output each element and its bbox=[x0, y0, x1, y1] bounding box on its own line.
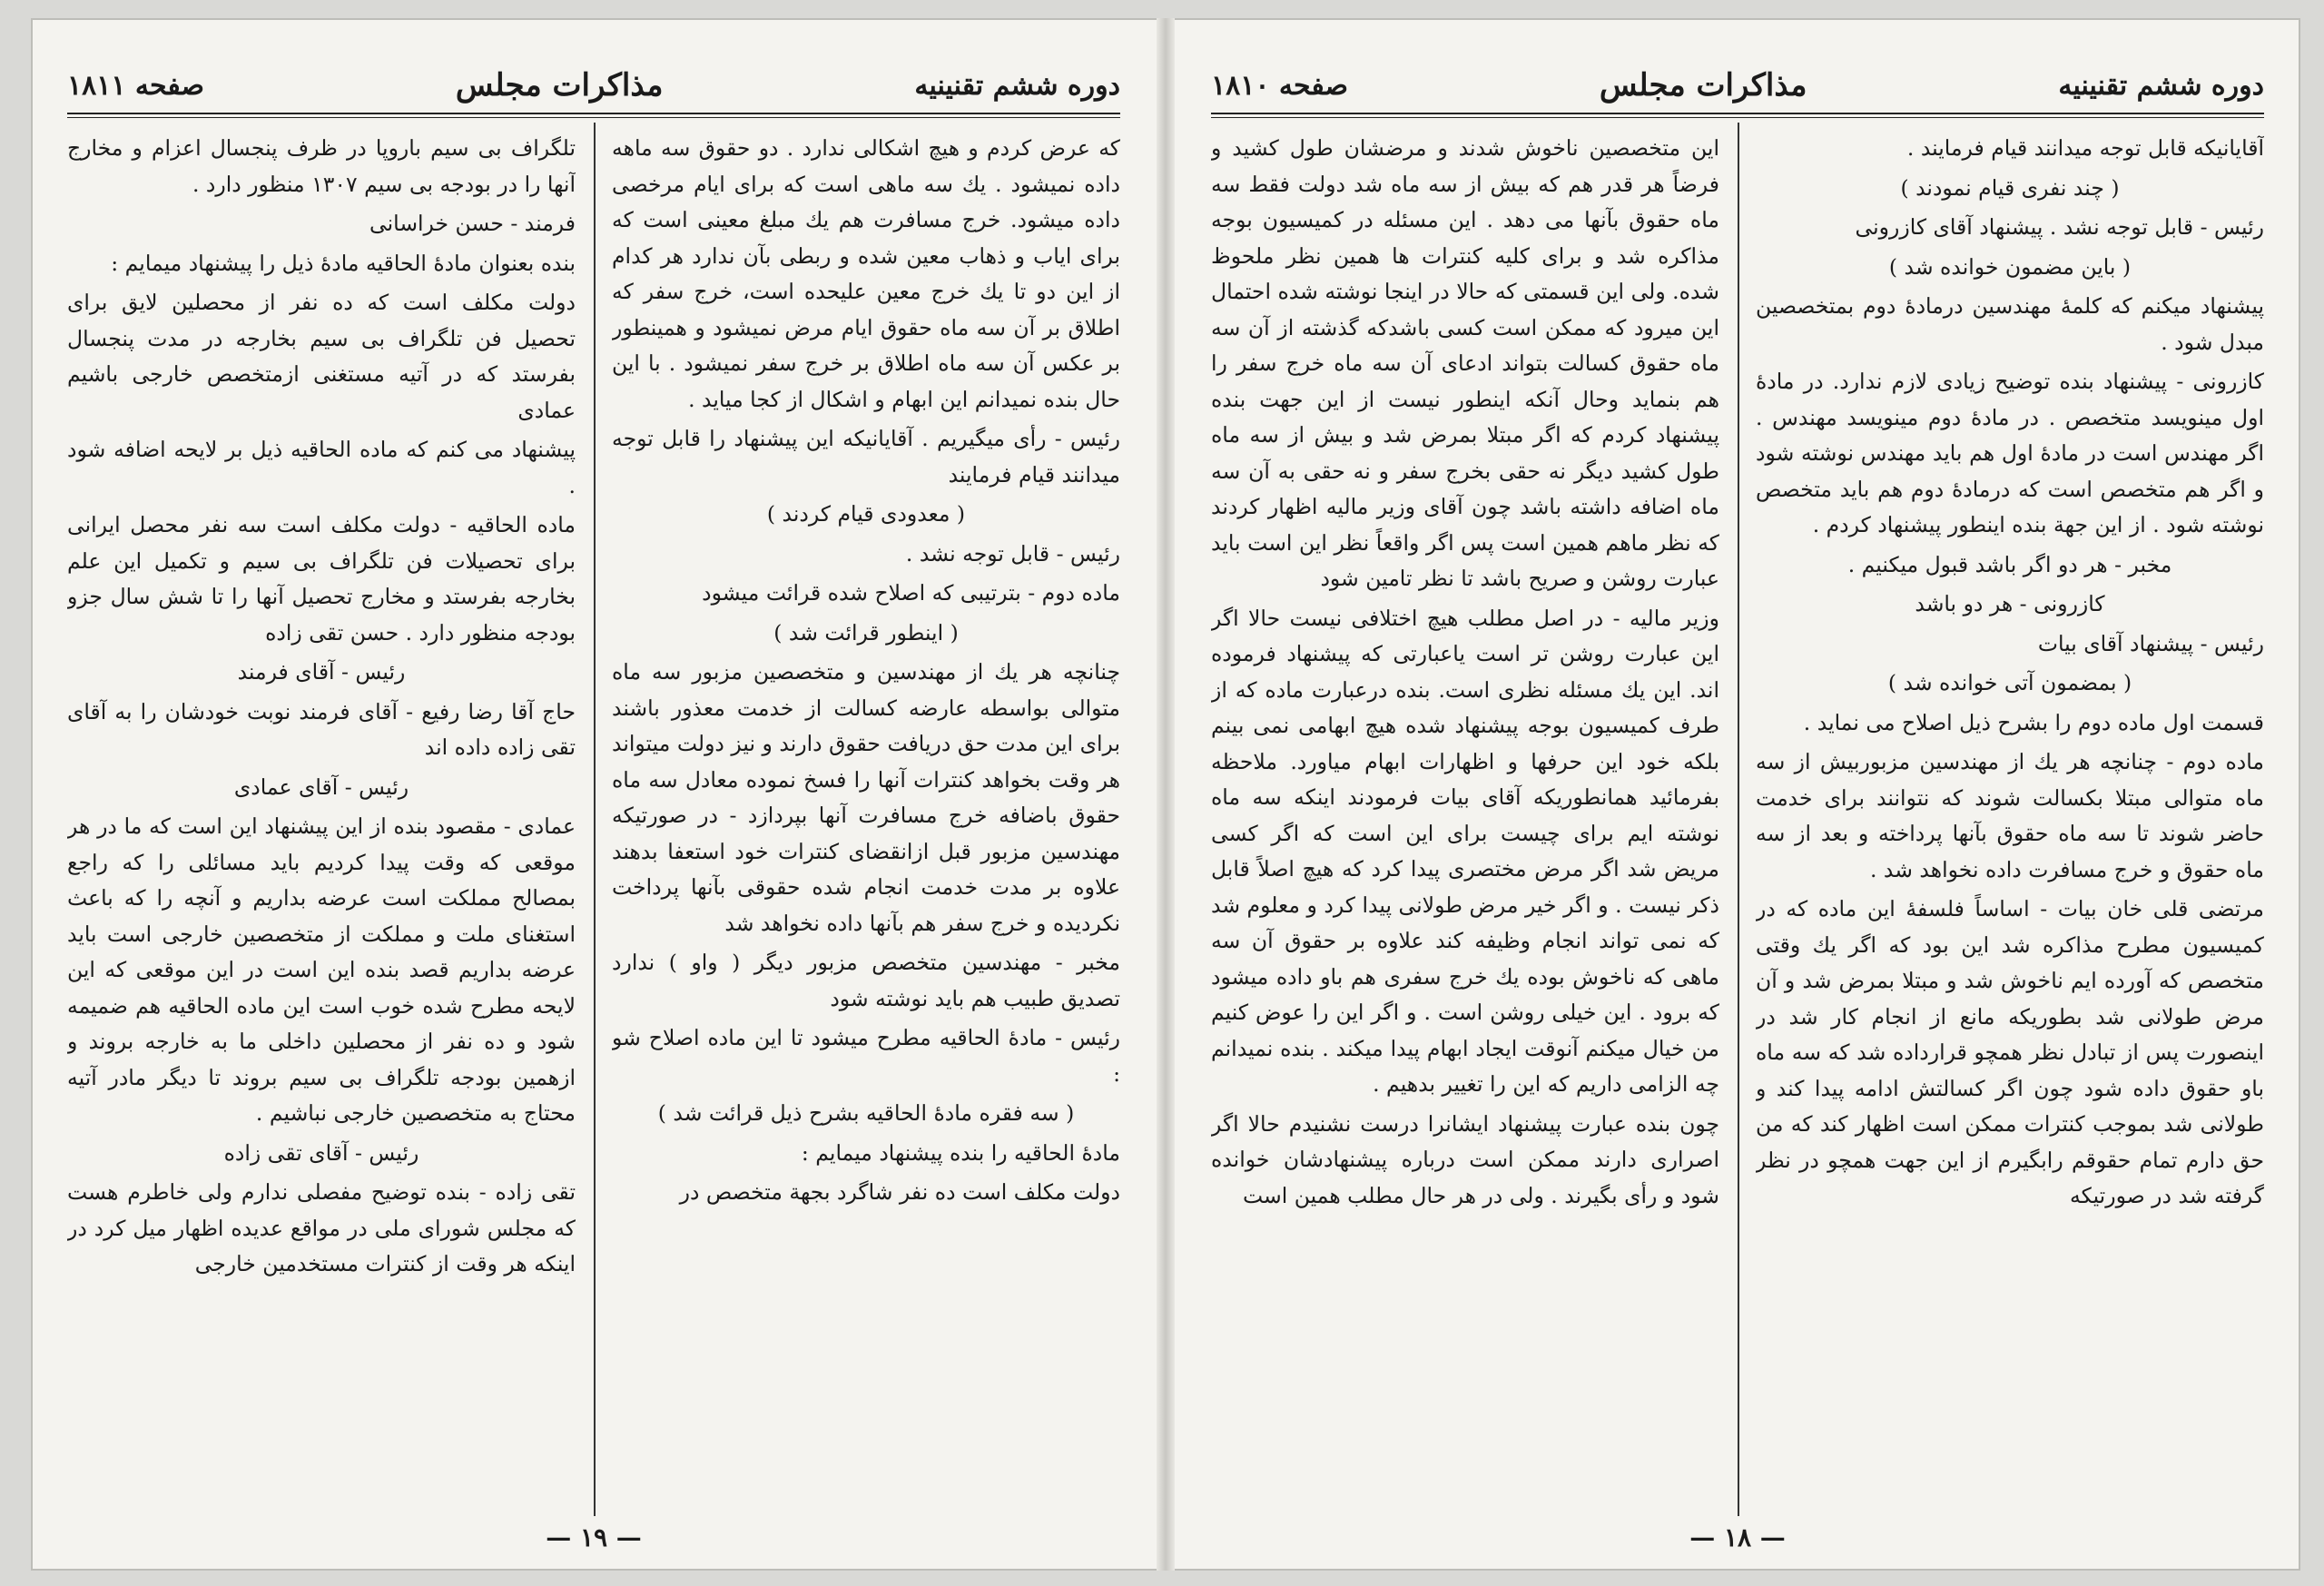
stage-note: ( چند نفری قیام نمودند ) bbox=[1900, 174, 2120, 201]
stage-note: ( اینطور قرائت شد ) bbox=[773, 619, 959, 645]
header-rule bbox=[1211, 113, 2264, 118]
text-column-left bbox=[1211, 131, 1719, 1524]
page-1810 bbox=[1175, 18, 2300, 1571]
paragraph: دولت مکلف است که ده نفر از محصلین لایق برای تحصیل فن تلگراف بی سیم بخارجه در مدت پنجسال بفرستد که در آتیه مستغنی ازمتخصص خارجی باشیم عمادی bbox=[67, 290, 576, 423]
page-number: — ۱۸ — bbox=[1689, 1522, 1786, 1552]
header-session: دوره ششم تقنینیه bbox=[2058, 69, 2264, 102]
paragraph: مادهٔ الحاقیه را بنده پیشنهاد میمایم : bbox=[801, 1139, 1120, 1166]
paragraph: مرتضی قلی خان بیات - اساساً فلسفهٔ این ماده که در کمیسیون مطرح مذاکره شد این بود که اگر یك وقتی متخصص که آورده ایم ناخوش شد و مبتلا بمرض شد و آن مرض طولانی شد بطوریکه مانع از انجام کار شد در اینصورت پس از تبادل نظر همچو قرارداده شد که سه ماه باو حقوق داده شود چون اگر کسالتش ادامه پیدا کند و طولانی شد بموجب کنترات ممکن است اظهار کند که من حق دارم تمام حقوقم رابگیرم از این جهت همچو در نظر گرفته شد در صورتیکه bbox=[1756, 896, 2264, 1208]
text-column-right bbox=[1756, 131, 2264, 1524]
speaker-line: رئیس - آقای فرمند bbox=[237, 659, 406, 685]
paragraph: چون بنده عبارت پیشنهاد ایشانرا درست نشنیدم حالا اگر اصراری دارند ممکن است درباره پیشنهادشان خوانده شود و رأی بگیرند . ولی در هر حال مطلب همین است bbox=[1211, 1110, 1719, 1208]
paragraph: پیشنهاد می کنم که ماده الحاقیه ذیل بر لایحه اضافه شود . bbox=[67, 437, 576, 498]
stage-note: ( معدودی قیام کردند ) bbox=[766, 501, 966, 527]
paragraph: رئیس - مادهٔ الحاقیه مطرح میشود تا این ماده اصلاح شو : bbox=[612, 1025, 1120, 1087]
stage-note: ( باین مضمون خوانده شد ) bbox=[1888, 253, 2132, 280]
book-spread bbox=[31, 18, 2300, 1571]
column-divider bbox=[594, 123, 596, 1516]
paragraph: مخبر - مهندسین متخصص مزبور دیگر ( واو ) ندارد تصدیق طبیب هم باید نوشته شود bbox=[612, 950, 1120, 1011]
paragraph: پیشنهاد میکنم که کلمهٔ مهندسین درمادهٔ دوم بمتخصصین مبدل شود . bbox=[1756, 293, 2264, 355]
paragraph: بنده بعنوان مادهٔ الحاقیه مادهٔ ذیل را پیشنهاد میمایم : bbox=[111, 250, 576, 276]
book-gutter bbox=[1157, 18, 1175, 1571]
paragraph: فرمند - حسن خراسانی bbox=[369, 211, 576, 236]
speaker-line: مخبر - هر دو اگر باشد قبول میکنیم . bbox=[1847, 551, 2172, 577]
page-header bbox=[67, 62, 1120, 109]
paragraph: رئیس - پیشنهاد آقای بیات bbox=[2037, 630, 2264, 656]
header-session: دوره ششم تقنینیه bbox=[914, 69, 1120, 102]
paragraph: ماده دوم - چنانچه هر یك از مهندسین مزبوربیش از سه ماه متوالی مبتلا بکسالت شوند که نتوانند برای خدمت حاضر شوند تا سه ماه حقوق بآنها پرداخته و بعد از سه ماه حقوق و خرج مسافرت داده نخواهد شد . bbox=[1756, 749, 2264, 882]
column-divider bbox=[1738, 123, 1739, 1516]
paragraph: آقایانیکه قابل توجه میدانند قیام فرمایند . bbox=[1906, 135, 2264, 161]
stage-note: ( بمضمون آتی خوانده شد ) bbox=[1887, 670, 2132, 695]
paragraph: رئیس - قابل توجه نشد . bbox=[905, 540, 1120, 566]
paragraph: عمادی - مقصود بنده از این پیشنهاد این است که ما در هر موقعی که وقت پیدا کردیم باید مسائلی را که راجع بمصالح مملکت است عرضه بداریم و آنچه را که باعث استغنای ملت و مملکت از متخصصین خارجی است باید عرضه بداریم قصد بنده این است در این موقعی که این لایحه مطرح شده خوب است این ماده الحاقیه هم ضمیمه شود و ده نفر از محصلین داخلی ما به خارجه بروند و ازهمین بودجه تلگراف بی سیم بروند تا دیگر مادر آتیه محتاج به متخصصین خارجی نباشیم . bbox=[67, 813, 576, 1126]
paragraph: کازرونی - پیشنهاد بنده توضیح زیادی لازم ندارد. در مادهٔ اول مینویسد متخصص . در مادهٔ دوم مینویسد مهندس . اگر مهندس است در مادهٔ اول هم باید مهندس نوشته شود و اگر هم متخصص است که درمادهٔ دوم هم باید متخصص نوشته شود . از این جهة بنده اینطور پیشنهاد کردم . bbox=[1756, 369, 2264, 537]
page-header bbox=[1211, 62, 2264, 109]
paragraph: که عرض کردم و هیچ اشکالی ندارد . دو حقوق سه ماهه داده نمیشود . یك سه ماهی است که برای ایام مرخصی داده میشود. خرج مسافرت هم یك مبلغ معینی است که برای ایاب و ذهاب معین شده و ربطی بآن ندارد هر کدام از این دو تا یك خرج معین علیحده است، خرج سفر که اطلاق بر آن سه ماه حقوق ایام مرض نمیشود و همینطور بر عکس آن سه ماه اطلاق بر خرج سفر نمیشود . با این حال بنده نمیدانم این ابهام و اشکال از کجا میاید . bbox=[612, 135, 1120, 412]
speaker-line: رئیس - آقای عمادی bbox=[233, 773, 409, 800]
header-title: مذاکرات مجلس bbox=[1599, 67, 1807, 103]
paragraph: رئیس - قابل توجه نشد . پیشنهاد آقای کازرونی bbox=[1855, 214, 2264, 240]
paragraph: حاج آقا رضا رفیع - آقای فرمند نوبت خودشان را به آقای تقی زاده داده اند bbox=[67, 698, 576, 760]
header-rule bbox=[67, 113, 1120, 118]
speaker-line: رئیس - آقای تقی زاده bbox=[223, 1139, 419, 1166]
header-title: مذاکرات مجلس bbox=[455, 67, 664, 103]
paragraph: تلگراف بی سیم باروپا در ظرف پنجسال اعزام و مخارج آنها را در بودجه بی سیم ۱۳۰۷ منظور دارد . bbox=[67, 135, 576, 197]
paragraph: رئیس - رأی میگیریم . آقایانیکه این پیشنهاد را قابل توجه میدانند قیام فرمایند bbox=[612, 426, 1120, 488]
paragraph: قسمت اول ماده دوم را بشرح ذیل اصلاح می نماید . bbox=[1803, 709, 2264, 735]
page-1811 bbox=[31, 18, 1157, 1571]
paragraph: تقی زاده - بنده توضیح مفصلی ندارم ولی خاطرم هست که مجلس شورای ملی در مواقع عدیده اظهار میل کرد در اینکه هر وقت از کنترات مستخدمین خارجی bbox=[67, 1179, 576, 1276]
text-column-right bbox=[612, 131, 1120, 1524]
page-number: — ۱۹ — bbox=[546, 1522, 642, 1552]
paragraph: ماده الحاقیه - دولت مکلف است سه نفر محصل ایرانی برای تحصیلات فن تلگراف بی سیم و تکمیل این علم بخارجه بفرستد و مخارج تحصیل آنها را تا شش سال جزو بودجه منظور دارد . حسن تقی زاده bbox=[67, 512, 576, 645]
header-page-label: صفحه ۱۸۱۱ bbox=[67, 69, 204, 102]
paragraph: چنانچه هر یك از مهندسین و متخصصین مزبور سه ماه متوالی بواسطه عارضه کسالت از خدمت معذور باشند برای این مدت حق دریافت حقوق دارند و نیز دولت میتواند هر وقت بخواهد کنترات آنها را فسخ نموده معادل سه ماه حقوق باضافه خرج مسافرت آنها بپردازد - در صورتیکه مهندسین مزبور قبل ازانقضای کنترات خود استعفا بدهند علاوه بر مدت خدمت انجام شده حقوقی بآنها پرداخت نکردیده و خرج سفر هم بآنها داده نخواهد شد bbox=[612, 659, 1120, 936]
paragraph: این متخصصین ناخوش شدند و مرضشان طول کشید و فرضاً هر قدر هم که بیش از سه ماه شد دولت فقط سه ماه حقوق بآنها می دهد . این مسئله در کمیسیون بوجه مذاکره شد و برای کلیه کنترات ها همین نظر ملحوظ شده. ولی این قسمتی که حالا در اینجا نوشته شده احتمال این میرود که ممکن است کسی باشدکه گذشته از آن سه ماه حقوق کسالت بتواند ادعای آن سه ماه خرج سفر را هم بنماید وحال آنکه اینطور نیست از این جهت بنده پیشنهاد کردم که اگر مبتلا بمرض شد و بیش از سه ماه طول کشید دیگر نه حقی بخرج سفر و نه حقی به آن سه ماه اضافه داشته باشد چون آقای وزیر مالیه اظهار کردند که نظر ماهم همین است پس اگر واقعاً نظر این است باید عبارت روشن و صریح باشد تا نظر تامین شود bbox=[1211, 135, 1719, 591]
stage-note: ( سه فقره مادهٔ الحاقیه بشرح ذیل قرائت شد ) bbox=[657, 1100, 1075, 1126]
text-column-left bbox=[67, 131, 576, 1524]
paragraph: ماده دوم - بترتیبی که اصلاح شده قرائت میشود bbox=[702, 580, 1120, 606]
paragraph: وزیر مالیه - در اصل مطلب هیچ اختلافی نیست حالا اگر این عبارت روشن تر است یاعبارتی که پیشنهاد فرموده اند. این یك مسئله نظری است. بنده درعبارت ماده که از طرف کمیسیون بوجه پیشنهاد شده هیچ ابهامی نمی بینم بلکه خود این حرفها و اظهارات ابهام میاورد. ملاحظه بفرمائید همانطوریکه آقای بیات فرمودند اینکه سه ماه نوشته ایم برای چیست برای این است که اگر کسی مریض شد اگر مرض مختصری پیدا کرد که هیچ اصلاً قابل ذکر نیست . و اگر خیر مرض طولانی پیدا کرد و معلوم شد که نمی تواند انجام وظیفه کند علاوه بر حقوق آن سه ماهی که ناخوش بوده یك خرج سفری هم باو داده میشود که برود . این خیلی روشن است . و اگر این را عوض کنیم من خیال میکنم آنوقت ایجاد ابهام پیدا میکند . بنده نمیدانم چه الزامی داریم که این را تغییر بدهیم . bbox=[1211, 605, 1719, 1097]
speaker-line: کازرونی - هر دو باشد bbox=[1915, 591, 2105, 616]
header-page-label: صفحه ۱۸۱۰ bbox=[1211, 69, 1348, 102]
paragraph: دولت مکلف است ده نفر شاگرد بجهة متخصص در bbox=[679, 1179, 1120, 1205]
